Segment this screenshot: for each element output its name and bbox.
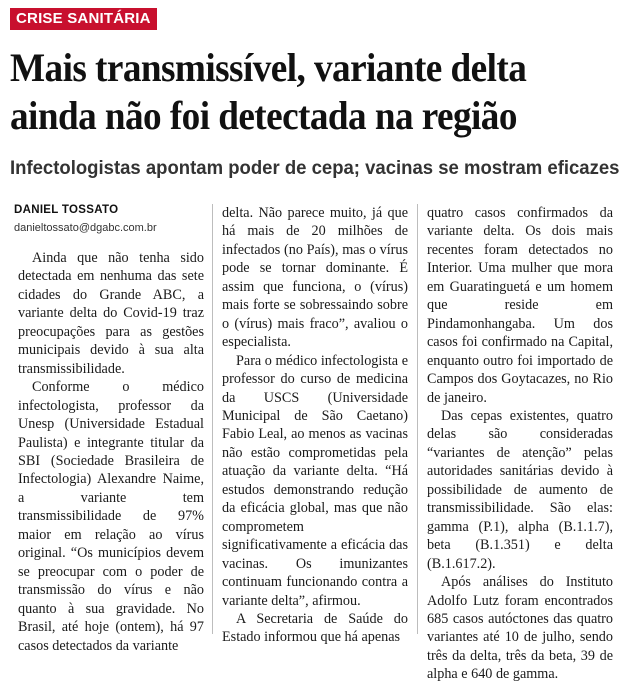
column-divider bbox=[417, 204, 418, 634]
headline bbox=[10, 44, 572, 140]
paragraph: delta. Não parece muito, já que há mais de 20 milhões de infectados (no País), mas o vírus pode se tornar dominante. É assim que funciona, o (vírus) mais forte se sobressaindo sobre o (vírus) mais fraco”, avaliou o especialista. bbox=[222, 205, 408, 351]
subheadline: Infectologistas apontam poder de cepa; vacinas se mostram eficazes bbox=[10, 157, 620, 179]
paragraph: Das cepas existentes, quatro delas são consideradas “variantes de atenção” pelas autoridades sanitárias devido à possibilidade de aumento de transmissibilidade. São elas: gamma (P.1), alpha (B.1.1.7), beta (B.1.351) e delta (B.1.617.2). bbox=[427, 407, 613, 572]
paragraph: Ainda que não tenha sido detectada em nenhuma das sete cidades do Grande ABC, a variante delta do Covid-19 traz preocupações para as gestões municipais devido à sua alta transmissibilidade. bbox=[18, 250, 204, 377]
article-column-1 bbox=[18, 249, 204, 655]
byline-author: DANIEL TOSSATO bbox=[14, 204, 119, 216]
section-kicker: CRISE SANITÁRIA bbox=[10, 8, 157, 30]
paragraph: Após análises do Instituto Adolfo Lutz foram encontrados 685 casos autóctones das quatro variantes até 10 de julho, sendo três da delta, três da beta, 39 de alpha e 640 de gamma. bbox=[427, 574, 613, 683]
paragraph: quatro casos confirmados da variante delta. Os dois mais recentes foram detectados no Interior. Uma mulher que mora em Guaratinguetá e um homem que reside em Pindamonhangaba. Um dos casos foi confirmado na Capital, enquanto outro foi importado de Campos dos Goytacazes, no Rio de janeiro. bbox=[427, 205, 613, 406]
paragraph: A Secretaria de Saúde do Estado informou que há apenas bbox=[222, 610, 408, 646]
headline-line-2: ainda não foi detectada na região bbox=[10, 93, 517, 138]
article-column-3 bbox=[427, 204, 613, 684]
headline-line-1: Mais transmissível, variante delta bbox=[10, 45, 527, 90]
paragraph: Conforme o médico infectologista, professor da Unesp (Universidade Estadual Paulista) e integrante titular da SBI (Sociedade Brasileira de Infectologia) Alexandre Naime, a variante tem transmissibilidade de 97% maior em relação ao vírus original. “Os municípios devem se preocupar com o poder de transmissão do vírus e não quanto à sua gravidade. No Brasil, até hoje (ontem), há 97 casos detectados da variante bbox=[18, 379, 204, 654]
paragraph: Para o médico infectologista e professor do curso de medicina da USCS (Universidade Municipal de São Caetano) Fabio Leal, ao menos as vacinas não estão comprometidas pela atuação da variante delta. “Há estudos demonstrando redução da eficácia global, mas que não comprometem significativamente a eficácia das vacinas. Os imunizantes continuam funcionando contra a variante delta”, afirmou. bbox=[222, 352, 408, 609]
column-divider bbox=[212, 204, 213, 634]
byline-email[interactable]: danieltossato@dgabc.com.br bbox=[14, 222, 157, 234]
article-column-2 bbox=[222, 204, 408, 647]
